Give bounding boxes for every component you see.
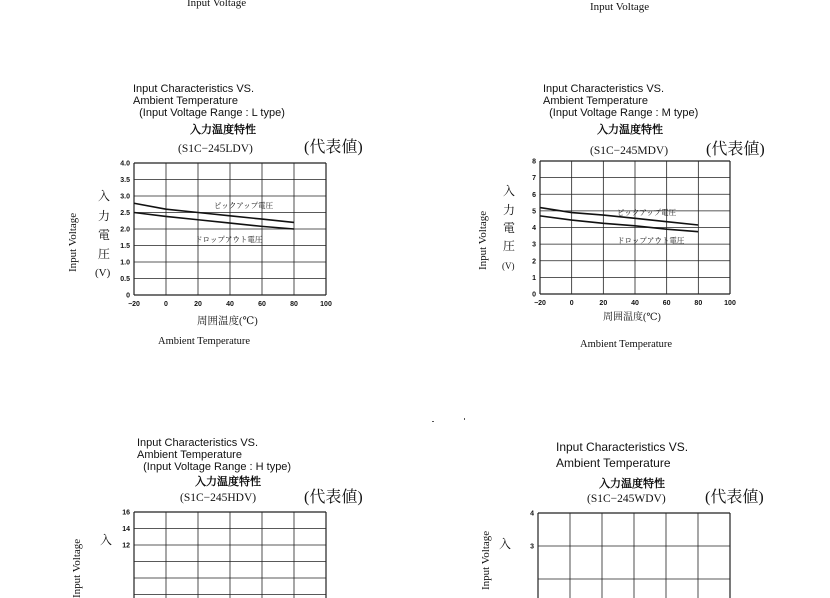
chart-title-line-1: Input Characteristics VS. bbox=[543, 83, 665, 95]
y-tick-label: 4.0 bbox=[120, 160, 130, 168]
y-axis-label: Input Voltage bbox=[477, 210, 489, 270]
series-line bbox=[540, 216, 698, 232]
x-tick-label: 80 bbox=[290, 301, 298, 308]
x-tick-label: 40 bbox=[631, 300, 639, 307]
y-tick-label: 3 bbox=[530, 543, 534, 551]
chart-tag-typical: (代表値) bbox=[706, 141, 765, 158]
y-axis-label-jp-4: 圧 bbox=[503, 239, 516, 253]
y-tick-label: 1 bbox=[532, 274, 536, 282]
chart-title-line-2: Ambient Temperature bbox=[137, 449, 242, 461]
y-tick-label: 0 bbox=[532, 291, 536, 299]
y-axis-label-jp-1: 入 bbox=[499, 537, 512, 551]
x-axis-label: Ambient Temperature bbox=[158, 336, 251, 347]
y-tick-label: 1.5 bbox=[120, 243, 130, 250]
chart-tag-typical: (代表値) bbox=[304, 139, 363, 156]
series-line bbox=[134, 213, 294, 230]
x-tick-label: 100 bbox=[320, 301, 332, 308]
y-tick-label: 7 bbox=[532, 175, 536, 183]
y-tick-label: 2 bbox=[532, 258, 536, 266]
chart-tag-typical: (代表値) bbox=[304, 489, 363, 506]
y-tick-label: 4 bbox=[530, 510, 534, 518]
x-tick-label: 60 bbox=[258, 301, 266, 308]
y-tick-label: 16 bbox=[122, 509, 130, 517]
y-tick-label: 0.5 bbox=[120, 276, 130, 283]
x-tick-label: 60 bbox=[662, 300, 671, 307]
x-tick-label: 0 bbox=[164, 301, 168, 308]
y-tick-label: 3.0 bbox=[120, 193, 130, 201]
x-tick-label: 0 bbox=[569, 300, 574, 307]
chart-title-jp: 入力温度特性 bbox=[195, 476, 261, 488]
y-axis-label-jp-3: 電 bbox=[98, 228, 111, 242]
top-fragment-left: Input Voltage bbox=[187, 0, 247, 9]
y-tick-label: 6 bbox=[532, 191, 536, 199]
y-axis-label: Input Voltage bbox=[71, 538, 83, 598]
chart-title-line-2: Ambient Temperature bbox=[543, 95, 648, 107]
x-axis-label-jp: 周囲温度(℃) bbox=[197, 316, 258, 327]
chart-title-line-2: Ambient Temperature bbox=[133, 95, 238, 107]
y-axis-label-jp-3: 電 bbox=[503, 221, 516, 235]
x-tick-label: 20 bbox=[194, 301, 202, 308]
chart-model: (S1C−245WDV) bbox=[587, 493, 666, 505]
chart-model: (S1C−245LDV) bbox=[178, 143, 253, 155]
top-fragment-right: Input Voltage bbox=[590, 1, 650, 13]
y-tick-label: 8 bbox=[532, 158, 536, 166]
chart-model: (S1C−245MDV) bbox=[590, 145, 669, 157]
series-label: ドロップアウト電圧 bbox=[195, 235, 263, 244]
series-label: ドロップアウト電圧 bbox=[617, 236, 685, 245]
y-axis-label: Input Voltage bbox=[480, 530, 492, 590]
y-tick-label: 2.0 bbox=[120, 226, 130, 234]
y-axis-label-jp-1: 入 bbox=[98, 189, 111, 203]
y-tick-label: 12 bbox=[122, 542, 130, 550]
series-label: ピックアップ電圧 bbox=[617, 208, 677, 217]
y-axis-label-jp-unit: (V) bbox=[502, 261, 515, 271]
y-axis-label-jp-1: 入 bbox=[503, 184, 516, 198]
chart-title-line-2: Ambient Temperature bbox=[556, 456, 671, 470]
x-tick-label: 100 bbox=[724, 300, 736, 307]
chart-title-line-3: (Input Voltage Range : L type) bbox=[133, 107, 285, 119]
chart-title-line-3: (Input Voltage Range : H type) bbox=[137, 461, 292, 473]
chart-title-line-1: Input Characteristics VS. bbox=[133, 83, 255, 95]
chart-title-line-1: Input Characteristics VS. bbox=[556, 440, 689, 454]
chart-title-jp: 入力温度特性 bbox=[597, 124, 663, 136]
chart-title-line-3: (Input Voltage Range : M type) bbox=[543, 107, 699, 119]
y-tick-label: 1.0 bbox=[120, 259, 130, 267]
series-label: ピックアップ電圧 bbox=[214, 201, 274, 210]
y-tick-label: 3.5 bbox=[120, 177, 130, 184]
x-axis-label-jp: 周囲温度(℃) bbox=[603, 312, 661, 323]
y-tick-label: 3 bbox=[532, 241, 536, 249]
x-axis-label: Ambient Temperature bbox=[580, 339, 673, 350]
y-tick-label: 5 bbox=[532, 208, 536, 216]
y-axis-label: Input Voltage bbox=[67, 212, 79, 272]
x-tick-label: 20 bbox=[599, 300, 608, 307]
chart-title-line-1: Input Characteristics VS. bbox=[137, 437, 259, 449]
chart-title-jp: 入力温度特性 bbox=[190, 124, 256, 136]
y-axis-label-jp-2: 力 bbox=[98, 209, 111, 223]
y-axis-label-jp-4: 圧 bbox=[98, 247, 111, 261]
x-tick-label: −20 bbox=[534, 300, 546, 307]
chart-title-jp: 入力温度特性 bbox=[599, 478, 665, 490]
chart-model: (S1C−245HDV) bbox=[180, 492, 257, 504]
y-tick-label: 0 bbox=[126, 292, 130, 300]
y-axis-label-jp-1: 入 bbox=[100, 533, 113, 547]
x-tick-label: 80 bbox=[694, 300, 703, 307]
x-tick-label: 40 bbox=[226, 301, 234, 308]
y-tick-label: 2.5 bbox=[120, 210, 130, 217]
y-axis-label-jp-unit: (V) bbox=[95, 267, 111, 279]
y-tick-label: 4 bbox=[532, 225, 536, 232]
x-tick-label: −20 bbox=[128, 301, 140, 308]
y-tick-label: 14 bbox=[122, 526, 130, 533]
y-axis-label-jp-2: 力 bbox=[503, 203, 516, 217]
chart-tag-typical: (代表値) bbox=[705, 489, 764, 506]
